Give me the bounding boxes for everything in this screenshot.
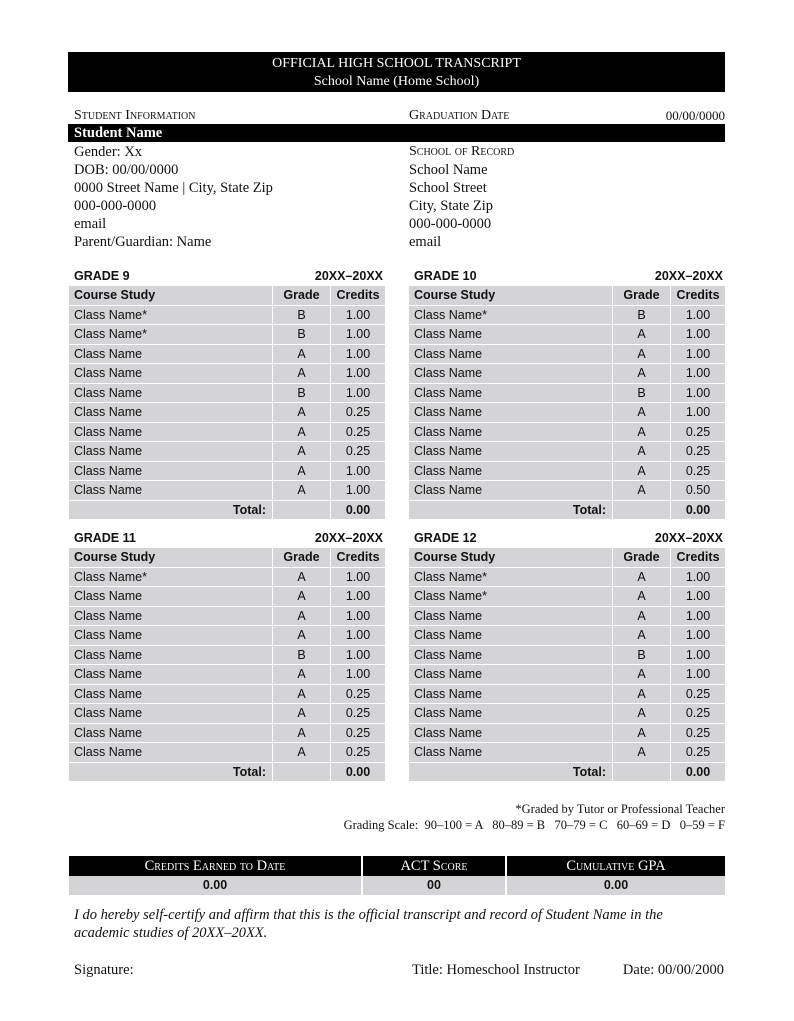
school-name: School Name (Home School) <box>313 74 480 89</box>
grading-scale: Grading Scale: 90–100 = A 80–89 = B 70–79 = C 60–69 = D 0–59 = F <box>343 818 725 832</box>
grade-years: 20XX–20XX <box>654 269 723 283</box>
course-name: Class Name <box>69 364 273 383</box>
table-row <box>409 742 725 762</box>
course-credits: 0.25 <box>331 403 385 422</box>
table-row <box>69 344 385 364</box>
table-row <box>69 363 385 383</box>
grade-years: 20XX–20XX <box>654 531 723 545</box>
student-guardian: Parent/Guardian: Name <box>74 234 212 250</box>
course-name: Class Name <box>69 442 273 461</box>
course-name: Class Name* <box>409 306 613 325</box>
course-credits: 1.00 <box>331 607 385 626</box>
total-row <box>409 500 725 520</box>
course-grade: A <box>613 364 671 383</box>
course-name: Class Name <box>409 325 613 344</box>
transcript-title: OFFICIAL HIGH SCHOOL TRANSCRIPT <box>272 56 521 71</box>
course-credits: 0.25 <box>671 704 725 723</box>
grade-column-header: Grade <box>613 286 671 305</box>
course-credits: 1.00 <box>331 568 385 587</box>
table-row <box>69 742 385 762</box>
student-info-label: Student Information <box>74 108 196 123</box>
course-name: Class Name* <box>69 325 273 344</box>
course-name: Class Name <box>409 704 613 723</box>
grade-title: GRADE 11 <box>74 531 136 545</box>
course-credits: 1.00 <box>331 384 385 403</box>
cumulative-gpa-label: Cumulative GPA <box>507 856 725 876</box>
table-row <box>409 723 725 743</box>
course-grade: A <box>273 568 331 587</box>
course-grade: A <box>613 462 671 481</box>
course-name: Class Name <box>409 462 613 481</box>
table-row <box>409 586 725 606</box>
course-grade: B <box>613 384 671 403</box>
table-row <box>409 480 725 500</box>
graded-by-note: *Graded by Tutor or Professional Teacher <box>515 802 725 816</box>
course-credits: 1.00 <box>671 345 725 364</box>
grade-title-bar <box>409 267 725 285</box>
total-spacer <box>613 763 671 782</box>
course-name: Class Name* <box>409 587 613 606</box>
table-row <box>409 567 725 587</box>
table-row <box>69 703 385 723</box>
total-row <box>69 762 385 782</box>
course-grade: A <box>613 704 671 723</box>
course-credits: 1.00 <box>331 325 385 344</box>
course-grade: A <box>273 423 331 442</box>
total-credits: 0.00 <box>671 501 725 520</box>
course-name: Class Name* <box>69 306 273 325</box>
course-credits: 1.00 <box>671 325 725 344</box>
course-credits: 1.00 <box>331 364 385 383</box>
course-credits: 1.00 <box>331 626 385 645</box>
course-name: Class Name <box>409 345 613 364</box>
course-name: Class Name <box>409 646 613 665</box>
course-name: Class Name <box>409 626 613 645</box>
record-school-city: City, State Zip <box>409 198 494 214</box>
course-name: Class Name <box>69 607 273 626</box>
course-name: Class Name <box>409 481 613 500</box>
total-label: Total: <box>409 763 613 782</box>
course-grade: A <box>273 481 331 500</box>
transcript-header <box>68 52 725 92</box>
total-credits: 0.00 <box>331 501 385 520</box>
grade-title-bar <box>69 267 385 285</box>
total-label: Total: <box>69 501 273 520</box>
total-spacer <box>613 501 671 520</box>
cumulative-gpa-value: 0.00 <box>507 876 725 895</box>
student-gender: Gender: Xx <box>74 144 143 160</box>
course-credits: 1.00 <box>331 665 385 684</box>
record-school-street: School Street <box>409 180 487 196</box>
course-grade: A <box>273 442 331 461</box>
course-name: Class Name <box>69 724 273 743</box>
school-of-record-label: School of Record <box>409 144 515 159</box>
table-row <box>69 723 385 743</box>
course-name: Class Name <box>69 481 273 500</box>
course-credits: 0.25 <box>331 743 385 762</box>
course-grade: A <box>613 345 671 364</box>
course-credits: 1.00 <box>671 665 725 684</box>
credits-column-header: Credits <box>671 548 725 567</box>
course-credits: 0.25 <box>671 462 725 481</box>
course-grade: A <box>613 423 671 442</box>
grade-years: 20XX–20XX <box>314 269 383 283</box>
table-row <box>69 480 385 500</box>
course-name: Class Name* <box>69 568 273 587</box>
table-row <box>409 422 725 442</box>
course-credits: 1.00 <box>671 626 725 645</box>
grade-table <box>69 267 385 519</box>
table-row <box>69 586 385 606</box>
total-credits: 0.00 <box>671 763 725 782</box>
table-row <box>409 703 725 723</box>
course-credits: 1.00 <box>671 306 725 325</box>
act-score-label: ACT Score <box>363 856 507 876</box>
student-phone: 000-000-0000 <box>74 198 157 214</box>
course-grade: A <box>613 665 671 684</box>
table-row <box>409 664 725 684</box>
table-row <box>409 324 725 344</box>
course-grade: A <box>613 403 671 422</box>
course-credits: 0.25 <box>671 442 725 461</box>
course-grade: A <box>613 743 671 762</box>
course-credits: 1.00 <box>671 364 725 383</box>
table-row <box>69 402 385 422</box>
table-row <box>409 441 725 461</box>
course-grade: A <box>273 704 331 723</box>
table-row <box>409 363 725 383</box>
course-credits: 0.25 <box>331 704 385 723</box>
course-column-header: Course Study <box>69 548 273 567</box>
course-name: Class Name <box>69 462 273 481</box>
table-row <box>69 606 385 626</box>
table-row <box>69 324 385 344</box>
course-grade: A <box>613 607 671 626</box>
course-grade: B <box>273 306 331 325</box>
course-name: Class Name <box>69 646 273 665</box>
course-credits: 1.00 <box>671 403 725 422</box>
table-row <box>69 383 385 403</box>
course-credits: 1.00 <box>671 646 725 665</box>
course-grade: B <box>613 646 671 665</box>
course-credits: 0.25 <box>331 724 385 743</box>
course-credits: 1.00 <box>331 481 385 500</box>
table-row <box>69 684 385 704</box>
course-grade: A <box>613 442 671 461</box>
table-row <box>409 606 725 626</box>
course-grade: A <box>613 325 671 344</box>
course-credits: 0.25 <box>331 423 385 442</box>
grade-title-bar <box>409 529 725 547</box>
total-row <box>69 500 385 520</box>
grade-table <box>409 529 725 781</box>
course-name: Class Name <box>409 423 613 442</box>
course-name: Class Name <box>69 345 273 364</box>
grade-title: GRADE 10 <box>414 269 477 283</box>
course-name: Class Name <box>409 743 613 762</box>
course-credits: 0.50 <box>671 481 725 500</box>
table-row <box>69 461 385 481</box>
graduation-date-label: Graduation Date <box>409 108 510 123</box>
grade-column-header: Grade <box>273 286 331 305</box>
credits-column-header: Credits <box>671 286 725 305</box>
course-column-header: Course Study <box>409 286 613 305</box>
course-credits: 1.00 <box>331 306 385 325</box>
total-label: Total: <box>409 501 613 520</box>
signature-date: Date: 00/00/2000 <box>622 962 724 978</box>
course-grade: B <box>613 306 671 325</box>
course-name: Class Name <box>69 403 273 422</box>
certification-statement: I do hereby self-certify and affirm that this is the official transcript and record of Student Name in the academic studies of 20XX–20XX. <box>74 907 663 941</box>
table-row <box>409 461 725 481</box>
total-label: Total: <box>69 763 273 782</box>
record-school-phone: 000-000-0000 <box>409 216 492 232</box>
student-address: 0000 Street Name | City, State Zip <box>74 180 273 196</box>
course-grade: A <box>613 724 671 743</box>
course-grade: A <box>273 724 331 743</box>
course-grade: A <box>273 685 331 704</box>
table-row <box>69 645 385 665</box>
record-school-name: School Name <box>409 162 488 178</box>
course-name: Class Name <box>69 423 273 442</box>
course-name: Class Name <box>409 607 613 626</box>
table-row <box>69 625 385 645</box>
course-grade: A <box>273 626 331 645</box>
course-name: Class Name <box>69 587 273 606</box>
course-name: Class Name <box>409 364 613 383</box>
course-credits: 0.25 <box>331 442 385 461</box>
course-credits: 0.25 <box>671 423 725 442</box>
course-column-header: Course Study <box>69 286 273 305</box>
course-grade: A <box>273 587 331 606</box>
table-header-row <box>409 285 725 305</box>
signature-label: Signature: <box>74 962 134 978</box>
course-credits: 1.00 <box>331 462 385 481</box>
table-header-row <box>69 285 385 305</box>
course-grade: A <box>613 685 671 704</box>
table-row <box>69 664 385 684</box>
credits-column-header: Credits <box>331 286 385 305</box>
course-name: Class Name <box>409 665 613 684</box>
course-grade: A <box>273 665 331 684</box>
grade-table <box>409 267 725 519</box>
course-grade: A <box>613 481 671 500</box>
course-grade: A <box>613 587 671 606</box>
student-email: email <box>74 216 107 232</box>
credits-earned-value: 0.00 <box>69 876 363 895</box>
course-grade: B <box>273 646 331 665</box>
course-grade: A <box>273 462 331 481</box>
course-credits: 1.00 <box>331 587 385 606</box>
course-name: Class Name <box>69 665 273 684</box>
course-credits: 1.00 <box>331 345 385 364</box>
course-name: Class Name <box>409 403 613 422</box>
course-name: Class Name <box>69 685 273 704</box>
credits-earned-label: Credits Earned to Date <box>69 856 363 876</box>
course-grade: A <box>273 345 331 364</box>
course-name: Class Name <box>69 626 273 645</box>
total-credits: 0.00 <box>331 763 385 782</box>
table-header-row <box>69 547 385 567</box>
graduation-date-value: 00/00/0000 <box>665 108 725 123</box>
course-grade: A <box>613 626 671 645</box>
course-credits: 0.25 <box>671 743 725 762</box>
table-row <box>409 402 725 422</box>
total-spacer <box>273 763 331 782</box>
table-row <box>409 383 725 403</box>
course-credits: 1.00 <box>671 384 725 403</box>
table-row <box>69 441 385 461</box>
course-credits: 1.00 <box>671 587 725 606</box>
course-credits: 0.25 <box>671 724 725 743</box>
course-name: Class Name <box>409 724 613 743</box>
record-school-email: email <box>409 234 442 250</box>
course-credits: 1.00 <box>331 646 385 665</box>
total-row <box>409 762 725 782</box>
course-grade: A <box>273 743 331 762</box>
course-name: Class Name <box>409 442 613 461</box>
course-name: Class Name <box>409 384 613 403</box>
course-name: Class Name <box>409 685 613 704</box>
course-grade: A <box>273 607 331 626</box>
course-credits: 1.00 <box>671 607 725 626</box>
table-row <box>409 305 725 325</box>
table-header-row <box>409 547 725 567</box>
table-row <box>409 625 725 645</box>
total-spacer <box>273 501 331 520</box>
signer-title: Title: Homeschool Instructor <box>412 962 580 978</box>
grade-title-bar <box>69 529 385 547</box>
course-name: Class Name* <box>409 568 613 587</box>
course-column-header: Course Study <box>409 548 613 567</box>
course-grade: A <box>613 568 671 587</box>
course-name: Class Name <box>69 743 273 762</box>
grade-column-header: Grade <box>613 548 671 567</box>
table-row <box>69 305 385 325</box>
course-credits: 0.25 <box>331 685 385 704</box>
course-grade: A <box>273 403 331 422</box>
student-details <box>74 143 273 251</box>
course-name: Class Name <box>69 384 273 403</box>
student-name: Student Name <box>68 124 725 142</box>
summary-table <box>69 856 725 895</box>
table-row <box>409 645 725 665</box>
course-name: Class Name <box>69 704 273 723</box>
school-of-record <box>409 143 514 251</box>
table-row <box>409 684 725 704</box>
course-credits: 0.25 <box>671 685 725 704</box>
grade-years: 20XX–20XX <box>314 531 383 545</box>
course-credits: 1.00 <box>671 568 725 587</box>
grade-title: GRADE 12 <box>414 531 477 545</box>
course-grade: B <box>273 325 331 344</box>
table-row <box>69 422 385 442</box>
act-score-value: 00 <box>363 876 507 895</box>
student-dob: DOB: 00/00/0000 <box>74 162 179 178</box>
course-grade: A <box>273 364 331 383</box>
course-grade: B <box>273 384 331 403</box>
credits-column-header: Credits <box>331 548 385 567</box>
grade-title: GRADE 9 <box>74 269 130 283</box>
table-row <box>409 344 725 364</box>
grade-table <box>69 529 385 781</box>
grade-column-header: Grade <box>273 548 331 567</box>
table-row <box>69 567 385 587</box>
